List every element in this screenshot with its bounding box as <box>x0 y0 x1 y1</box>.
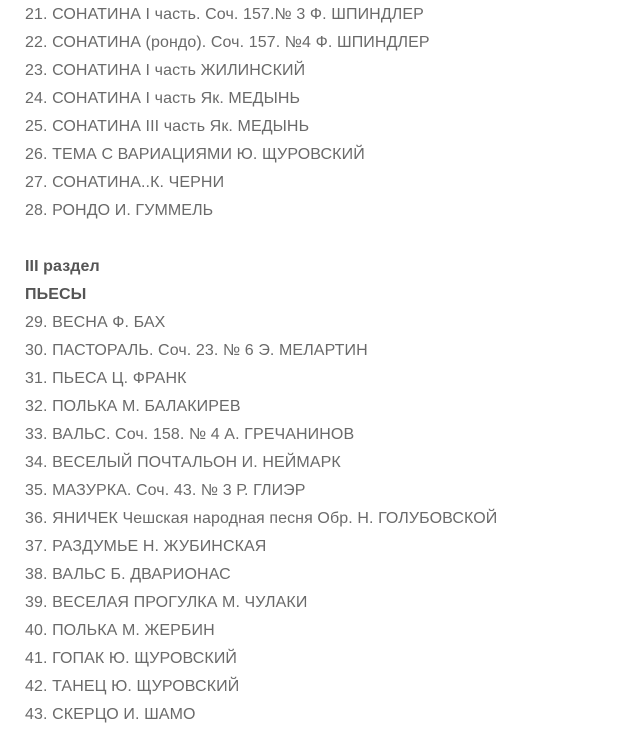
list-item: 40. ПОЛЬКА М. ЖЕРБИН <box>25 622 215 639</box>
list-item: 43. СКЕРЦО И. ШАМО <box>25 706 196 723</box>
list-item: 31. ПЬЕСА Ц. ФРАНК <box>25 370 187 387</box>
list-item: 30. ПАСТОРАЛЬ. Соч. 23. № 6 Э. МЕЛАРТИН <box>25 342 368 359</box>
list-item: 25. СОНАТИНА III часть Як. МЕДЫНЬ <box>25 118 310 135</box>
list-item: 33. ВАЛЬС. Соч. 158. № 4 А. ГРЕЧАНИНОВ <box>25 426 355 443</box>
list-item: 39. ВЕСЕЛАЯ ПРОГУЛКА М. ЧУЛАКИ <box>25 594 308 611</box>
section-heading: III раздел <box>25 258 100 275</box>
list-item: 38. ВАЛЬС Б. ДВАРИОНАС <box>25 566 231 583</box>
list-item: 41. ГОПАК Ю. ЩУРОВСКИЙ <box>25 650 238 667</box>
list-item: 36. ЯНИЧЕК Чешская народная песня Обр. Н. ГОЛУБОВСКОЙ <box>25 510 498 527</box>
list-item: 24. СОНАТИНА I часть Як. МЕДЫНЬ <box>25 90 301 107</box>
section-subheading: ПЬЕСЫ <box>25 286 87 303</box>
list-item: 23. СОНАТИНА I часть ЖИЛИНСКИЙ <box>25 62 306 79</box>
list-item: 37. РАЗДУМЬЕ Н. ЖУБИНСКАЯ <box>25 538 267 555</box>
list-item: 34. ВЕСЕЛЫЙ ПОЧТАЛЬОН И. НЕЙМАРК <box>25 454 341 471</box>
list-item: 42. ТАНЕЦ Ю. ЩУРОВСКИЙ <box>25 678 240 695</box>
list-item: 26. ТЕМА С ВАРИАЦИЯМИ Ю. ЩУРОВСКИЙ <box>25 146 365 163</box>
list-item: 22. СОНАТИНА (рондо). Соч. 157. №4 Ф. ШПИНДЛЕР <box>25 34 430 51</box>
list-item: 28. РОНДО И. ГУММЕЛЬ <box>25 202 214 219</box>
list-item: 21. СОНАТИНА I часть. Соч. 157.№ 3 Ф. ШПИНДЛЕР <box>25 6 424 23</box>
list-item: 32. ПОЛЬКА М. БАЛАКИРЕВ <box>25 398 241 415</box>
list-item: 29. ВЕСНА Ф. БАХ <box>25 314 166 331</box>
list-item: 27. СОНАТИНА..К. ЧЕРНИ <box>25 174 225 191</box>
list-item: 35. МАЗУРКА. Соч. 43. № 3 Р. ГЛИЭР <box>25 482 306 499</box>
